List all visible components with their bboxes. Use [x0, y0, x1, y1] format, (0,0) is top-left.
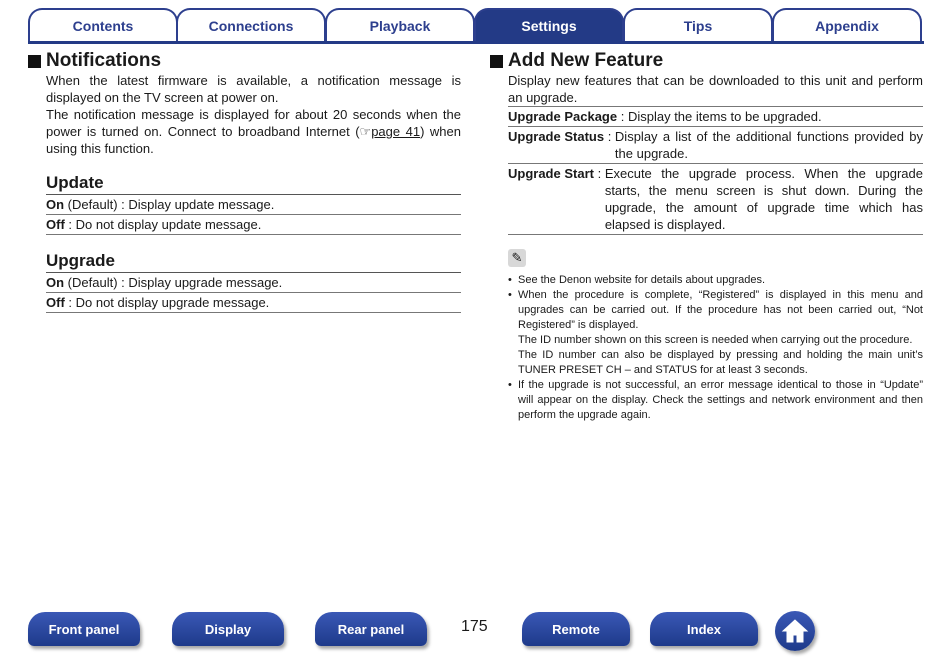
upgrade-on-row: On (Default) : Display upgrade message. [46, 273, 461, 293]
note-continuation: The ID number shown on this screen is needed when carrying out the procedure. [518, 334, 913, 346]
front-panel-button[interactable]: Front panel [28, 612, 140, 646]
square-bullet-icon [490, 55, 503, 68]
note-item: • When the procedure is complete, “Registered” is displayed in this menu and upgrades can be carried out. If the procedure has not been carried out, “Not Registered” is displayed. [508, 289, 923, 331]
upgrade-package-row: Upgrade Package : Display the items to be upgraded. [508, 107, 923, 127]
note-item: • See the Denon website for details about upgrades. [508, 274, 766, 286]
home-icon [781, 618, 809, 644]
notes-list [508, 273, 923, 423]
notifications-section [28, 50, 461, 313]
page-number: 175 [461, 618, 488, 635]
tab-connections[interactable]: Connections [176, 8, 326, 42]
add-new-feature-intro: Display new features that can be downloaded to this unit and perform an upgrade. [508, 73, 923, 105]
display-button[interactable]: Display [172, 612, 284, 646]
tab-tips[interactable]: Tips [623, 8, 773, 42]
home-button[interactable] [775, 611, 815, 651]
tab-settings[interactable]: Settings [474, 8, 624, 42]
tab-appendix[interactable]: Appendix [772, 8, 922, 42]
notifications-title: Notifications [28, 50, 461, 72]
update-off-row: Off : Do not display update message. [46, 215, 461, 235]
remote-button[interactable]: Remote [522, 612, 630, 646]
update-on-row: On (Default) : Display update message. [46, 195, 461, 215]
tab-contents[interactable]: Contents [28, 8, 178, 42]
tab-underline [28, 41, 924, 44]
upgrade-start-row: Upgrade Start : Execute the upgrade process. When the upgrade starts, the menu screen is shut down. During the upgrade, the amount of upgrade time which has elapsed is displayed. [508, 164, 923, 235]
note-item: • If the upgrade is not successful, an error message identical to those in “Update” will appear on the display. Check the settings and network environment and then perform the upgrade again. [508, 379, 923, 421]
upgrade-heading: Upgrade [46, 251, 461, 273]
update-heading: Update [46, 173, 461, 195]
tab-playback[interactable]: Playback [325, 8, 475, 42]
upgrade-off-row: Off : Do not display upgrade message. [46, 293, 461, 313]
add-new-feature-section [490, 50, 923, 423]
add-new-feature-title: Add New Feature [490, 50, 923, 72]
hand-pointer-icon: ☞ [359, 124, 372, 139]
index-button[interactable]: Index [650, 612, 758, 646]
rear-panel-button[interactable]: Rear panel [315, 612, 427, 646]
notifications-intro-1: When the latest firmware is available, a notification message is displayed on the TV screen at power on. [46, 73, 461, 105]
page-41-link[interactable]: page 41 [371, 124, 421, 139]
note-continuation: The ID number can also be displayed by pressing and holding the main unit’s TUNER PRESET CH – and STATUS for at least 3 seconds. [518, 349, 923, 376]
upgrade-status-row: Upgrade Status : Display a list of the additional functions provided by the upgrade. [508, 127, 923, 164]
square-bullet-icon [28, 55, 41, 68]
pencil-note-icon: ✎ [508, 249, 526, 267]
notifications-intro-2: The notification message is displayed for about 20 seconds when the power is turned on. Connect to broadband Internet (☞page 41) when using this function. [46, 107, 461, 156]
